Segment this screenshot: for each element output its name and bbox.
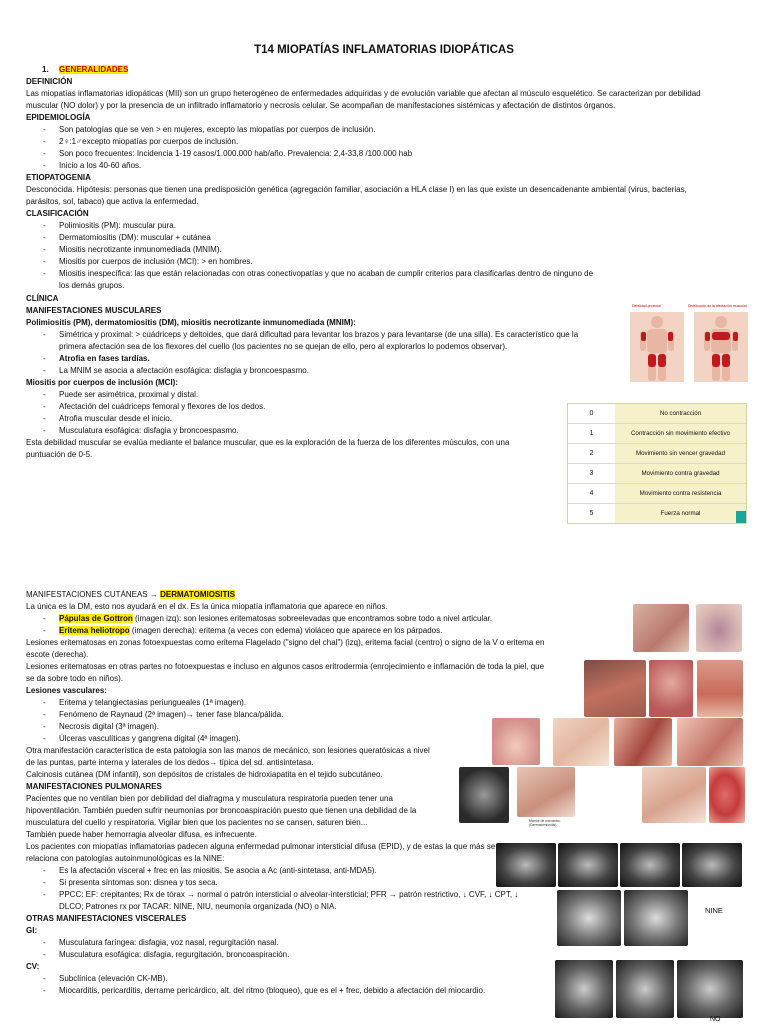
heading-cutaneas-highlight: DERMATOMIOSITIS (160, 590, 235, 599)
v-sign-photo (697, 660, 743, 717)
heliotropo-item (59, 625, 442, 637)
pulm-line-4: También puede haber hemorragia alveolar difusa, es infrecuente. (26, 830, 257, 839)
heading-cv: CV: (26, 962, 40, 971)
definicion-line-1: Las miopatías inflamatorias idiopáticas (MII) son un grupo heterogéneo de enfermedades adquiridas y de evolución variable que afectan al músculo esquelético. Se caracterizan por debilidad (26, 89, 701, 98)
gi-item: Musculatura faríngea: disfagia, voz nasal, regurgitación nasal. (59, 938, 279, 947)
cv-item: Miocarditis, pericarditis, derrame pericárdico, alt. del ritmo (bloqueo), que es el + frec, debido a afectación del miocardio. (59, 986, 486, 995)
pm-item: Simétrica y proximal: > cuádriceps y deltoides, que dará dificultad para levantar los brazos y para levantarse (de una silla). Es característico que la (59, 330, 579, 339)
clasif-item: Polimiositis (PM): muscular pura. (59, 221, 176, 230)
gottron-item (59, 613, 492, 625)
heading-definicion: DEFINICIÓN (26, 77, 73, 86)
ct-scan-no-3 (677, 960, 743, 1018)
raynaud-photo (553, 718, 609, 766)
mci-item: Puede ser asimétrica, proximal y distal. (59, 390, 199, 399)
pulm-item: PPCC: EF: crepitantes; Rx de tórax → normal o patrón intersticial o alveolar-intersticial; PFR → patrón restrictivo, ↓ CVF, ↓ CPT, ↓ (59, 890, 519, 899)
ct-scan-nine-1 (557, 890, 621, 946)
cutaneas-line-7: de las puntas, parte interna y laterales de los dedos→ típica del sd. antisintetasa. (26, 758, 314, 767)
table-cell-description: Movimiento contra gravedad (615, 464, 746, 483)
ct-scan-4 (682, 843, 742, 887)
corner-logo-icon (736, 511, 746, 523)
mci-line: Miositis por cuerpos de inclusión (MCI): (26, 378, 179, 387)
ct-scan-no-1 (555, 960, 613, 1018)
etio-line-1: Desconocida. Hipótesis: personas que tienen una predisposición genética (agregación familiar, asociación a HLA clase I) en las que existe un desencadenante ambiental (virus, bacterias, (26, 185, 687, 194)
epi-item: Inicio a los 40-60 años. (59, 161, 142, 170)
cutaneas-line-3: escote (derecha). (26, 650, 89, 659)
epi-item: 2♀:1♂excepto miopatías por cuerpos de inclusión. (59, 137, 239, 146)
pulm-line-6: relaciona con patologías autoinmunológicas es la NINE: (26, 854, 225, 863)
clasif-item: Dermatomiositis (DM): muscular + cutánea (59, 233, 211, 242)
ct-scan-1 (496, 843, 556, 887)
page-title: T14 MIOPATÍAS INFLAMATORIAS IDIOPÁTICAS (254, 44, 514, 56)
cv-item: Subclínica (elevación CK-MB). (59, 974, 168, 983)
table-cell-description: Movimiento sin vencer gravedad (615, 444, 746, 463)
etio-line-2: parásitos, sol, tabaco) que activa la enfermedad. (26, 197, 199, 206)
epi-item: Son poco frecuentes: Incidencia 1-19 casos/1.000.000 hab/año. Prevalencia: 2,4-33,8 /100.000 hab (59, 149, 413, 158)
heading-epidemiologia: EPIDEMIOLOGÍA (26, 113, 91, 122)
table-cell-score: 4 (568, 490, 615, 497)
mechanic-hands-caption: Manos de mecánico (Dermatomiositis) (529, 819, 561, 827)
pulm-item: Es la afectación visceral + frec en las miositis. Se asocia a Ac (anti-sintetasa, anti-MDA5). (59, 866, 377, 875)
gottron-term: Pápulas de Gottron (59, 614, 133, 623)
balance-line-2: puntuación de 0-5. (26, 450, 93, 459)
balance-muscular-table (567, 403, 747, 524)
table-cell-score: 1 (568, 430, 615, 437)
table-cell-description: Fuerza normal (615, 504, 746, 523)
cutaneas-line-8: Calcinosis cutánea (DM infantil), son depósitos de cristales de hidroxiapatita en el tejido subcutáneo. (26, 770, 383, 779)
pulm-line-1: Pacientes que no ventilan bien por debilidad del diafragma y musculatura respiratoria pueden tener una (26, 794, 393, 803)
table-cell-score: 5 (568, 510, 615, 517)
clasif-item: Miositis inespecífica: las que están relacionadas con otras conectivopatías y que no acaban de cumplir criterios para clasificarlas dentro de ninguno de (59, 269, 594, 278)
periungual-erythema-photo (492, 718, 540, 765)
heliotropo-term: Eritema heliotropo (59, 626, 130, 635)
clasif-item: Miositis por cuerpos de inclusión (MCI): > en hombres. (59, 257, 253, 266)
mci-item: Afectación del cuádriceps femoral y flexores de los dedos. (59, 402, 266, 411)
cutaneas-line-2: Lesiones eritematosas en zonas fotoexpuestas como eritema Flagelado ("signo del chal") (izq), eritema facial (centro) o signo de la V o eritema en (26, 638, 545, 647)
epi-item: Son patologías que se ven > en mujeres, excepto las miopatías por cuerpos de inclusión. (59, 125, 376, 134)
section-number: 1. (42, 65, 49, 74)
pm-item-cont: primera afectación sea de los flexores del cuello (los pacientes no se quejan de ello, pero al explorarlos lo podemos observar). (59, 342, 508, 351)
ct-scan-3 (620, 843, 680, 887)
cutaneas-line-4: Lesiones eritematosas en otras partes no fotoexpuestas e incluso en algunos casos eritrodermia (enrojecimiento e inflamación de toda la piel, que (26, 662, 545, 671)
pm-item: Atrofia en fases tardías. (59, 354, 150, 363)
ct-label-no: NO (710, 1016, 721, 1023)
cutaneas-line-5: se da sobre todo en niños). (26, 674, 123, 683)
cutaneas-line-6: Otra manifestación característica de esta patología son las manos de mecánico, son lesiones queratósicas a nivel (26, 746, 430, 755)
pulm-item: Si presenta síntomas son: disnea y tos seca. (59, 878, 218, 887)
mechanic-hands-photo-1 (642, 767, 706, 823)
pulm-line-5: Los pacientes con miopatías inflamatorias padecen alguna enfermedad pulmonar intersticial difusa (EPID), y de estas la que más se (26, 842, 496, 851)
ct-label-nine: NINE (705, 906, 723, 915)
heading-otras: OTRAS MANIFESTACIONES VISCERALES (26, 914, 187, 923)
heading-etiopatogenia: ETIOPATOGENIA (26, 173, 91, 182)
gi-item: Musculatura esofágica: disfagia, regurgitación, broncoaspiración. (59, 950, 290, 959)
section-heading (59, 64, 128, 76)
calcinosis-skin-photo (517, 767, 575, 817)
balance-line-1: Esta debilidad muscular se evalúa mediante el balance muscular, que es la exploración de la fuerza de los diferentes músculos, con una (26, 438, 510, 447)
heading-clasificacion: CLASIFICACIÓN (26, 209, 89, 218)
pulm-line-3: musculatura del cuello y respiratoria. Vigilar bien que los pacientes no se cansen, saturen bien... (26, 818, 368, 827)
vasc-item: Fenómeno de Raynaud (2ª imagen)→ tener fase blanca/pálida. (59, 710, 284, 719)
figure-label-right: Distribución de la afectación muscular (688, 304, 747, 308)
pm-line: Polimiositis (PM), dermatomiositis (DM), miositis necrotizante inmunomediada (MNIM): (26, 318, 356, 327)
digital-ulcer-photo (677, 718, 743, 766)
pm-item: La MNIM se asocia a afectación esofágica: disfagia y broncoespasmo. (59, 366, 309, 375)
table-cell-description: No contracción (615, 404, 746, 423)
ct-scan-2 (558, 843, 618, 887)
clasif-item-cont: los demás grupos. (59, 281, 125, 290)
heading-cutaneas-label: MANIFESTACIONES CUTÁNEAS → (26, 590, 158, 599)
heading-pulmonares: MANIFESTACIONES PULMONARES (26, 782, 162, 791)
muscle-weakness-figure (622, 304, 762, 384)
heading-musculares: MANIFESTACIONES MUSCULARES (26, 306, 162, 315)
heading-cutaneas (26, 589, 235, 601)
table-cell-description: Contracción sin movimiento efectivo (615, 424, 746, 443)
cutaneas-line-1: La única es la DM, esto nos ayudará en el dx. Es la única miopatía inflamatoria que aparece en niños. (26, 602, 388, 611)
heliotropo-text: (imagen derecha): eritema (a veces con edema) violáceo que aparece en los párpados. (129, 626, 443, 635)
heading-clinica: CLÍNICA (26, 294, 59, 303)
mci-item: Musculatura esofágica: disfagia y broncoespasmo. (59, 426, 239, 435)
vasc-item: Úlceras vasculíticas y gangrena digital (4ª imagen). (59, 734, 241, 743)
vasc-item: Eritema y telangiectasias periungueales (1ª imagen). (59, 698, 247, 707)
heading-gi: GI: (26, 926, 38, 935)
shawl-sign-photo (584, 660, 646, 717)
ct-scan-nine-2 (624, 890, 688, 946)
definicion-line-2: muscular (NO dolor) y por la presencia de un infiltrado inflamatorio y necrosis celular. Se acompañan de manifestaciones sistémicas y afectación de distintos órganos. (26, 101, 616, 110)
gottron-text: (imagen izq): son lesiones eritematosas sobreelevadas que encontramos sobre todo a nivel articular. (132, 614, 493, 623)
table-cell-description: Movimiento contra resistencia (615, 484, 746, 503)
digital-necrosis-photo (614, 718, 672, 766)
vasc-item: Necrosis digital (3ª imagen). (59, 722, 159, 731)
pulm-line-2: hipoventilación. También pueden sufrir neumonías por broncoaspiración puesto que tienen una debilidad de la (26, 806, 417, 815)
mechanic-hands-photo-2 (709, 767, 745, 823)
gottron-papules-photo (633, 604, 689, 652)
heading-vasculares: Lesiones vasculares: (26, 686, 107, 695)
table-cell-score: 2 (568, 450, 615, 457)
calcinosis-xray-photo (459, 767, 509, 823)
muscle-figure-svg (622, 304, 762, 384)
mci-item: Atrofia muscular desde el inicio. (59, 414, 172, 423)
heliotrope-rash-photo (696, 604, 742, 652)
section-heading-label: GENERALIDADES (59, 65, 129, 74)
table-cell-score: 0 (568, 410, 615, 417)
facial-erythema-photo (649, 660, 693, 717)
clasif-item: Miositis necrotizante inmunomediada (MNIM). (59, 245, 222, 254)
figure-label-left: Debilidad proximal (632, 304, 661, 308)
ct-scan-no-2 (616, 960, 674, 1018)
pulm-item-cont: DLCO; Patrones rx por TACAR: NINE, NIU, neumonía organizada (NO) o NIA. (59, 902, 337, 911)
table-cell-score: 3 (568, 470, 615, 477)
